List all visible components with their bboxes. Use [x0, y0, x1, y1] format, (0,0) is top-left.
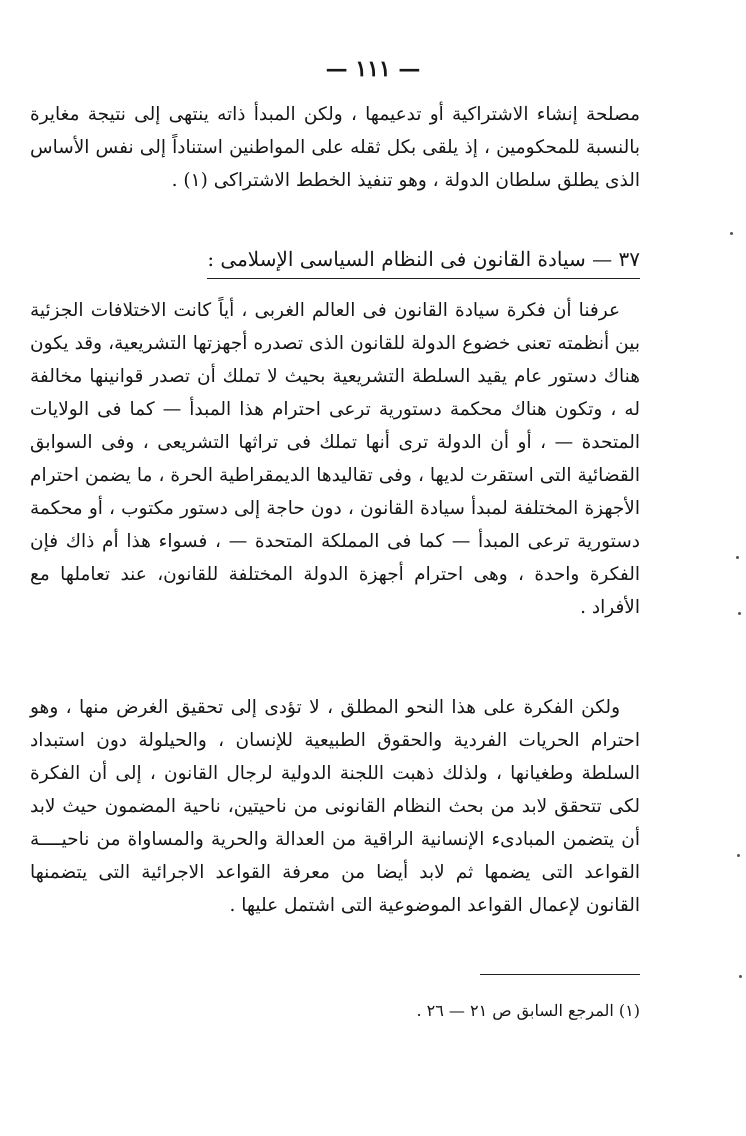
footnote-divider — [480, 974, 640, 975]
paragraph-2: عرفنا أن فكرة سيادة القانون فى العالم الغربى ، أياً كانت الاختلافات الجزئية بين أنظمته تعنى خضوع الدولة للقانون الذى تصدره أجهزتها التشريعية، وقد يكون هناك دستور عام يقيد السلطة التشريعية بحيث لا تملك أن تصدر قوانينها مخالفة له ، وتكون هناك محكمة دستورية ترعى احترام هذا المبدأ — كما فى الولايات المتحدة — ، أو أن الدولة ترى أنها تملك فى تراثها التشريعى ، وفى السوابق القضائية التى استقرت لديها ، وفى تقاليدها الديمقراطية الحرة ، ما يضمن احترام الأجهزة المختلفة لمبدأ سيادة القانون ، دون حاجة إلى دستور مكتوب ، أو محكمة دستورية ترعى المبدأ — كما فى المملكة المتحدة — ، فسواء هذا أم ذاك فإن الفكرة واحدة ، وهى احترام أجهزة الدولة المختلفة للقانون، عند تعاملها مع الأفراد . — [30, 300, 640, 618]
paragraph-1: مصلحة إنشاء الاشتراكية أو تدعيمها ، ولكن المبدأ ذاته ينتهى إلى نتيجة مغايرة بالنسبة للمحكومين ، إذ يلقى بكل ثقله على المواطنين استناداً إلى نفس الأساس الذى يطلق سلطان الدولة ، وهو تنفيذ الخطط الاشتراكى (١) . — [30, 104, 640, 191]
footnote: (١) المرجع السابق ص ٢١ — ٢٦ . — [416, 1001, 640, 1020]
paragraph-3: ولكن الفكرة على هذا النحو المطلق ، لا تؤدى إلى تحقيق الغرض منها ، وهو احترام الحريات الفردية والحقوق الطبيعية للإنسان ، والحيلولة دون استبداد السلطة وطغيانها ، ولذلك ذهبت اللجنة الدولية لرجال القانون ، إلى أن الفكرة لكى تتحقق لابد من بحث النظام القانونى من ناحيتين، ناحية المضمون حيث لابد أن يتضمن المبادىء الإنسانية الراقية من العدالة والحرية والمساواة من ناحيــــة القواعد التى يضمها ثم لابد أيضا من معرفة القواعد الاجرائية التى يتضمنها القانون لإعمال القواعد الموضوعية التى اشتمل عليها . — [30, 697, 640, 916]
section-heading: ٣٧ — سيادة القانون فى النظام السياسى الإسلامى : — [207, 244, 640, 279]
page-number: — ١١١ — — [325, 56, 421, 82]
